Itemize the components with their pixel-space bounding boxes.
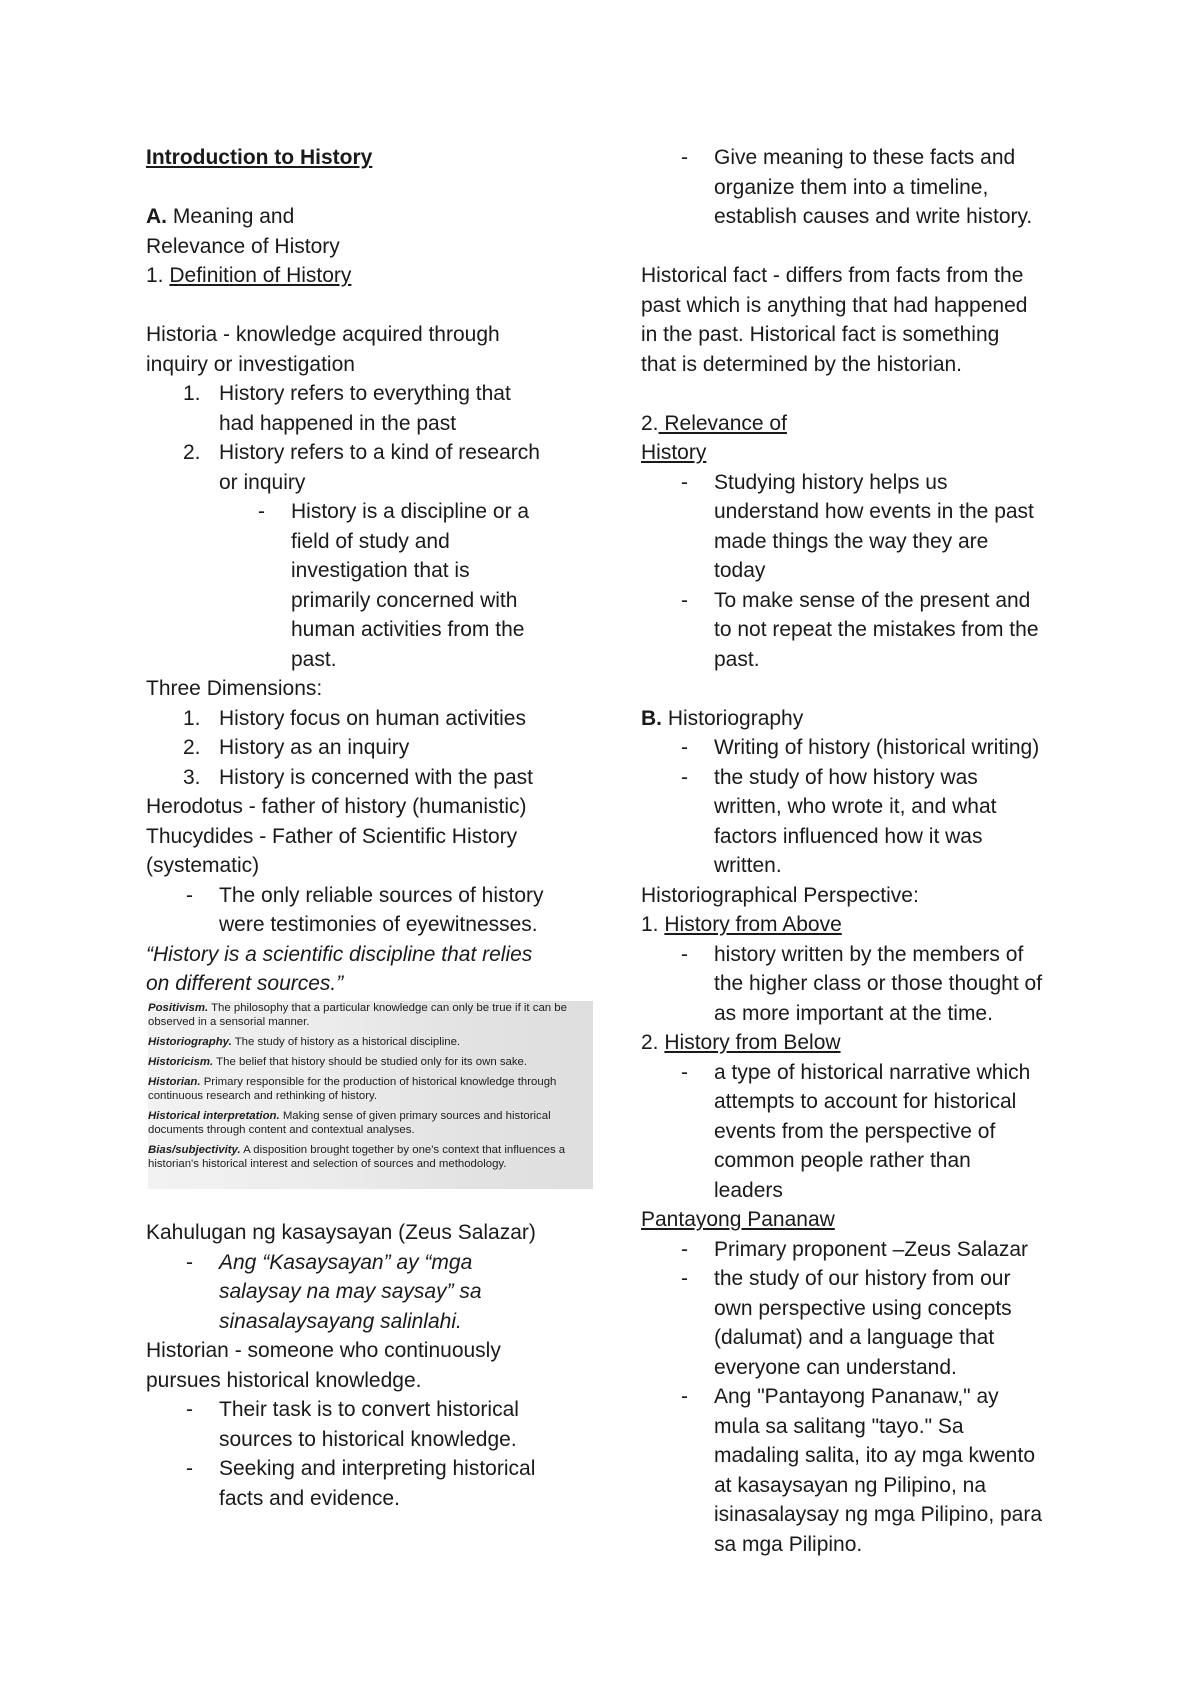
- relevance-heading: [641, 409, 1086, 439]
- sub-list-item: [146, 1395, 616, 1454]
- thucydides-line: (systematic): [146, 854, 260, 877]
- right-column: [641, 143, 1086, 1559]
- historian-line: Historian - someone who continuously: [146, 1339, 501, 1362]
- list-item: [146, 438, 616, 497]
- list-item-text: had happened in the past: [219, 411, 457, 435]
- perspective-heading: Historiographical Perspective:: [641, 883, 919, 907]
- sub-list-item: [146, 1248, 616, 1337]
- scan-text: The study of history as a historical discipline.: [231, 1035, 461, 1048]
- historia-line: Historia - knowledge acquired through: [146, 323, 500, 346]
- quote-line: “History is a scientific discipline that relies: [146, 942, 533, 966]
- sub-list-item: [641, 468, 1086, 586]
- list-item-text: as more important at the time.: [714, 1001, 993, 1025]
- list-item-text: (dalumat) and a language that: [714, 1326, 995, 1349]
- herodotus-line: Herodotus - father of history (humanistic): [146, 795, 527, 818]
- list-item-text: Seeking and interpreting historical: [219, 1457, 536, 1480]
- above-number: 1.: [641, 913, 665, 936]
- list-item-text: mula sa salitang "tayo." Sa: [714, 1414, 964, 1438]
- list-item-text: Give meaning to these facts and: [714, 146, 1016, 169]
- list-item: [146, 763, 616, 793]
- scan-text: A disposition brought together by one's context that influences a historian's historical interest and selection of sources and methodology.: [148, 1143, 566, 1170]
- historia-line: inquiry or investigation: [146, 352, 355, 376]
- dash-marker: -: [681, 765, 688, 789]
- list-item-text: madaling salita, ito ay mga kwento: [714, 1444, 1035, 1467]
- list-item-text: Writing of history (historical writing): [714, 736, 1040, 759]
- list-item-text: written.: [714, 854, 782, 877]
- sub-list-item: [641, 1058, 1086, 1206]
- list-item-text: salaysay na may saysay” sa: [219, 1280, 482, 1303]
- list-item: [146, 704, 616, 734]
- list-item-text: investigation that is: [291, 559, 470, 582]
- dash-marker: -: [681, 1267, 688, 1290]
- scan-entry: [148, 1075, 593, 1103]
- list-item-text: at kasaysayan ng Pilipino, na: [714, 1473, 987, 1497]
- kahulugan-line: Kahulugan ng kasaysayan (Zeus Salazar): [146, 1221, 536, 1244]
- list-item-text: To make sense of the present and: [714, 588, 1031, 612]
- list-item-text: Studying history helps us: [714, 470, 948, 494]
- sub-list-item: [146, 881, 616, 940]
- dash-marker: -: [681, 1237, 688, 1261]
- list-item-text: human activities from the: [291, 618, 525, 641]
- dash-marker: -: [681, 1060, 688, 1084]
- list-item-text: History focus on human activities: [219, 706, 526, 730]
- above-title: History from Above: [664, 913, 842, 936]
- scan-entry: [148, 1143, 593, 1171]
- list-item-text: The only reliable sources of history: [219, 883, 544, 907]
- list-item-text: isinasalaysay ng mga Pilipino, para: [714, 1503, 1043, 1526]
- relevance-title: Relevance of: [658, 411, 787, 435]
- historical-fact-line: Historical fact - differs from facts from the: [641, 264, 1024, 287]
- scan-text: The philosophy that a particular knowledge can only be true if it can be observed in a sensorial manner.: [148, 1001, 567, 1028]
- list-item-text: History is a discipline or a: [291, 500, 530, 523]
- three-dimensions-heading: Three Dimensions:: [146, 677, 323, 700]
- definition-title: Definition of History: [169, 264, 352, 287]
- list-item-text: primarily concerned with: [291, 588, 518, 612]
- historical-fact-line: that is determined by the historian.: [641, 352, 963, 376]
- list-item-text: were testimonies of eyewitnesses.: [219, 913, 538, 936]
- section-a-letter: A.: [146, 205, 167, 228]
- list-item-text: the study of how history was: [714, 765, 978, 789]
- list-item-text: attempts to account for historical: [714, 1090, 1017, 1113]
- list-item-text: factors influenced how it was: [714, 824, 983, 848]
- dash-marker: -: [681, 146, 688, 169]
- sub-list-item: [641, 763, 1086, 881]
- list-marker: 1.: [183, 382, 201, 405]
- dash-marker: -: [681, 1385, 688, 1408]
- list-item-text: made things the way they are: [714, 529, 989, 553]
- sub-list-item: [641, 1235, 1086, 1265]
- section-a-heading-line2: Relevance of History: [146, 234, 340, 258]
- scan-entry: [148, 1055, 593, 1069]
- sub-list-item: [146, 497, 616, 674]
- list-item-text: the higher class or those thought of: [714, 972, 1043, 995]
- list-marker: 2.: [183, 736, 201, 759]
- list-item-text: facts and evidence.: [219, 1486, 400, 1510]
- list-item: [146, 379, 616, 438]
- list-item-text: today: [714, 559, 766, 582]
- list-marker: 1.: [183, 706, 201, 730]
- scan-term: Positivism.: [148, 1001, 209, 1014]
- section-b-text: Historiography: [662, 706, 804, 730]
- dash-marker: -: [258, 500, 265, 523]
- list-item-text: organize them into a timeline,: [714, 175, 989, 199]
- list-marker: 3.: [183, 765, 201, 789]
- list-item-text: History refers to everything that: [219, 382, 511, 405]
- sub-list-item: [641, 586, 1086, 675]
- list-item-text: past.: [291, 647, 337, 671]
- sub-list-item: [641, 733, 1086, 763]
- thucydides-line: Thucydides - Father of Scientific History: [146, 824, 518, 848]
- list-item-text: or inquiry: [219, 470, 306, 494]
- list-marker: 2.: [183, 441, 201, 464]
- sub-list-item: [146, 1454, 616, 1513]
- scan-entry: [148, 1109, 593, 1137]
- section-b-heading: [641, 704, 1086, 734]
- list-item-text: sources to historical knowledge.: [219, 1427, 517, 1451]
- list-item-text: the study of our history from our: [714, 1267, 1011, 1290]
- quote-line: on different sources.”: [146, 972, 344, 995]
- section-b-letter: B.: [641, 706, 662, 730]
- list-item-text: to not repeat the mistakes from the: [714, 618, 1039, 641]
- dash-marker: -: [186, 1250, 193, 1274]
- historical-fact-line: in the past. Historical fact is something: [641, 323, 1000, 346]
- sub-list-item: [641, 143, 1086, 232]
- pantayong-pananaw-heading: Pantayong Pananaw: [641, 1208, 835, 1231]
- scan-text: The belief that history should be studied only for its own sake.: [213, 1055, 528, 1068]
- section-a-text: Meaning and: [167, 205, 295, 228]
- dash-marker: -: [186, 1398, 193, 1421]
- dash-marker: -: [186, 1457, 193, 1480]
- history-from-below-heading: [641, 1028, 1086, 1058]
- list-item-text: a type of historical narrative which: [714, 1060, 1031, 1084]
- dash-marker: -: [186, 883, 193, 907]
- scan-term: Historian.: [148, 1075, 201, 1088]
- scan-text: Primary responsible for the production of historical knowledge through continuous research and rethinking of history.: [148, 1075, 557, 1102]
- left-column: [146, 143, 616, 1513]
- scan-entry: [148, 1001, 593, 1029]
- list-item-text: Their task is to convert historical: [219, 1398, 519, 1421]
- section-a-heading: [146, 202, 616, 232]
- list-item-text: History is concerned with the past: [219, 765, 533, 789]
- list-item-text: Ang “Kasaysayan” ay “mga: [219, 1250, 473, 1274]
- list-item-text: understand how events in the past: [714, 500, 1034, 523]
- list-item-text: Primary proponent –Zeus Salazar: [714, 1237, 1028, 1261]
- scan-entry: [148, 1035, 593, 1049]
- below-number: 2.: [641, 1031, 665, 1054]
- scan-text: Making sense of given primary sources and historical documents through content and contextual analyses.: [148, 1109, 551, 1136]
- list-item-text: past.: [714, 647, 760, 671]
- historical-fact-line: past which is anything that had happened: [641, 293, 1028, 317]
- definition-number: 1.: [146, 264, 170, 287]
- below-title: History from Below: [664, 1031, 841, 1054]
- scan-term: Historical interpretation.: [148, 1109, 280, 1122]
- relevance-number: 2.: [641, 411, 659, 435]
- list-item-text: everyone can understand.: [714, 1355, 957, 1379]
- scan-term: Historicism.: [148, 1055, 214, 1068]
- dash-marker: -: [681, 470, 688, 494]
- sub-list-item: [641, 940, 1086, 1029]
- history-from-above-heading: [641, 910, 1086, 940]
- list-item-text: history written by the members of: [714, 942, 1024, 966]
- historian-line: pursues historical knowledge.: [146, 1368, 422, 1392]
- list-item-text: own perspective using concepts: [714, 1296, 1012, 1320]
- list-item-text: History as an inquiry: [219, 736, 410, 759]
- definition-heading: [146, 261, 616, 291]
- list-item-text: leaders: [714, 1178, 783, 1202]
- list-item-text: events from the perspective of: [714, 1119, 996, 1143]
- list-item-text: field of study and: [291, 529, 450, 553]
- dash-marker: -: [681, 736, 688, 759]
- dash-marker: -: [681, 588, 688, 612]
- list-item: [146, 733, 616, 763]
- scanned-definitions-image: [148, 1001, 593, 1189]
- list-item-text: Ang "Pantayong Pananaw," ay: [714, 1385, 999, 1408]
- list-item-text: History refers to a kind of research: [219, 441, 540, 464]
- document-title: Introduction to History: [146, 146, 373, 169]
- list-item-text: sinasalaysayang salinlahi.: [219, 1309, 462, 1333]
- list-item-text: written, who wrote it, and what: [714, 795, 997, 818]
- sub-list-item: [641, 1382, 1086, 1559]
- scan-term: Historiography.: [148, 1035, 232, 1048]
- relevance-title-line2: History: [641, 441, 707, 464]
- list-item-text: establish causes and write history.: [714, 205, 1033, 228]
- list-item-text: sa mga Pilipino.: [714, 1532, 863, 1556]
- scan-term: Bias/subjectivity.: [148, 1143, 241, 1156]
- dash-marker: -: [681, 942, 688, 966]
- list-item-text: common people rather than: [714, 1149, 971, 1172]
- sub-list-item: [641, 1264, 1086, 1382]
